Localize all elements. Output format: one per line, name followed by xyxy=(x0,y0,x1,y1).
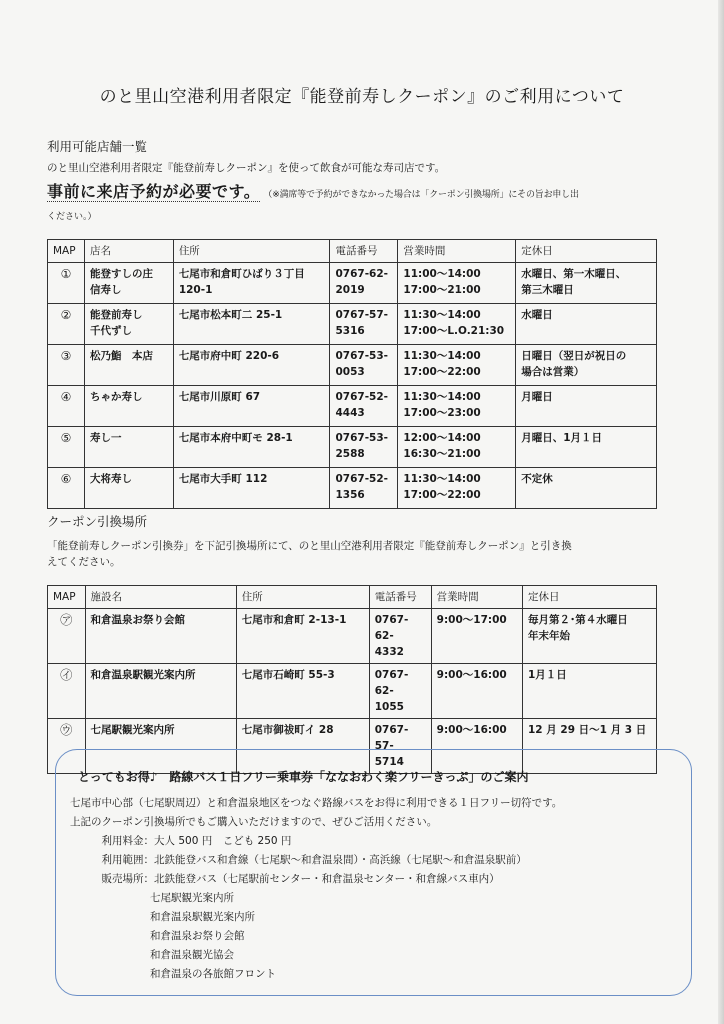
cell-name: ちゃか寿し xyxy=(84,386,173,427)
shop-row xyxy=(48,386,657,427)
cell-hours: 11:30～14:00 17:00～L.O.21:30 xyxy=(398,304,516,345)
places-intro: 「能登前寿しクーポン引換券」を下記引換場所にて、のと里山空港利用者限定『能登前寿しクーポン』と引き換 えてください。 xyxy=(47,540,572,568)
cell-name: 能登すしの庄 信寿し xyxy=(84,263,173,304)
range-value: 北鉄能登バス和倉線（七尾駅～和倉温泉間）・高浜線（七尾駅～和倉温泉駅前） xyxy=(154,854,527,866)
cell-phone: 0767-62- 1055 xyxy=(369,664,431,719)
cell-phone: 0767-62- 2019 xyxy=(330,263,398,304)
cell-map: ① xyxy=(48,263,85,304)
col-hours: 営業時間 xyxy=(398,240,516,263)
shop-row xyxy=(48,345,657,386)
col-map: MAP xyxy=(48,240,85,263)
page-edge xyxy=(718,0,724,1024)
cell-closed: 月曜日、1月１日 xyxy=(516,427,657,468)
col-closed: 定休日 xyxy=(522,586,656,609)
cell-name: 能登前寿し 千代ずし xyxy=(84,304,173,345)
sales-place: 和倉温泉観光協会 xyxy=(150,949,234,961)
col-hours: 営業時間 xyxy=(431,586,522,609)
cell-phone: 0767-52- 4443 xyxy=(330,386,398,427)
sales-place: 和倉温泉お祭り会館 xyxy=(150,930,245,942)
shop-row xyxy=(48,304,657,345)
cell-hours: 9:00～16:00 xyxy=(431,719,522,774)
place-row xyxy=(48,664,657,719)
cell-closed: 不定休 xyxy=(516,468,657,509)
col-phone: 電話番号 xyxy=(369,586,431,609)
cell-map: ㋒ xyxy=(48,719,86,774)
cell-closed: 水曜日、第一木曜日、 第三木曜日 xyxy=(516,263,657,304)
cell-hours: 9:00～16:00 xyxy=(431,664,522,719)
sales-place: 和倉温泉駅観光案内所 xyxy=(150,911,255,923)
cell-name: 大将寿し xyxy=(84,468,173,509)
bus-range-row xyxy=(70,851,680,870)
cell-name: 和倉温泉駅観光案内所 xyxy=(85,664,236,719)
bus-line-1: 七尾市中心部（七尾駅周辺）と和倉温泉地区をつなぐ路線バスをお得に利用できる１日フリー切符です。 xyxy=(70,797,563,809)
col-address: 住所 xyxy=(236,586,369,609)
shops-heading: 利用可能店舗一覧 xyxy=(47,139,148,154)
cell-closed: 12 月 29 日～1 月 3 日 xyxy=(522,719,656,774)
cell-hours: 11:30～14:00 17:00～22:00 xyxy=(398,345,516,386)
bus-ticket-body xyxy=(70,794,680,984)
cell-phone: 0767-53- 0053 xyxy=(330,345,398,386)
cell-address: 七尾市石崎町 55-3 xyxy=(236,664,369,719)
cell-address: 七尾市松本町二 25-1 xyxy=(173,304,330,345)
cell-address: 七尾市川原町 67 xyxy=(173,386,330,427)
reservation-note-cont: ください。） xyxy=(47,212,97,222)
cell-phone: 0767-57- 5714 xyxy=(369,719,431,774)
range-label: 利用範囲： xyxy=(101,854,154,866)
cell-address: 七尾市和倉町ひばり３丁目 120-1 xyxy=(173,263,330,304)
price-value: 大人 500 円 こども 250 円 xyxy=(154,835,292,847)
cell-map: ㋐ xyxy=(48,609,86,664)
places-heading: クーポン引換場所 xyxy=(47,514,148,529)
col-map: MAP xyxy=(48,586,86,609)
cell-closed: 水曜日 xyxy=(516,304,657,345)
cell-name: 松乃鮨 本店 xyxy=(84,345,173,386)
shop-row xyxy=(48,468,657,509)
sales-place: 七尾駅観光案内所 xyxy=(150,892,234,904)
shops-table xyxy=(47,239,657,509)
bus-line-2: 上記のクーポン引換場所でもご購入いただけますので、ぜひご活用ください。 xyxy=(70,816,438,828)
places-table-header xyxy=(48,586,657,609)
places-table xyxy=(47,585,657,774)
shop-row xyxy=(48,263,657,304)
col-name: 店名 xyxy=(84,240,173,263)
shops-table-header xyxy=(48,240,657,263)
cell-hours: 11:30～14:00 17:00～22:00 xyxy=(398,468,516,509)
sales-value: 北鉄能登バス（七尾駅前センター・和倉温泉センター・和倉線バス車内） xyxy=(154,873,500,885)
cell-name: 寿し一 xyxy=(84,427,173,468)
cell-map: ④ xyxy=(48,386,85,427)
cell-address: 七尾市御祓町イ 28 xyxy=(236,719,369,774)
cell-phone: 0767-57- 5316 xyxy=(330,304,398,345)
cell-map: ⑥ xyxy=(48,468,85,509)
cell-phone: 0767-62- 4332 xyxy=(369,609,431,664)
reservation-notice xyxy=(47,179,687,202)
price-label: 利用料金： xyxy=(101,835,154,847)
cell-hours: 11:30～14:00 17:00～23:00 xyxy=(398,386,516,427)
reservation-note: （※満席等で予約ができなかった場合は「クーポン引換場所」にその旨お申し出 xyxy=(263,190,579,200)
cell-name: 和倉温泉お祭り会館 xyxy=(85,609,236,664)
col-address: 住所 xyxy=(173,240,330,263)
cell-closed: 日曜日（翌日が祝日の 場合は営業） xyxy=(516,345,657,386)
page-title: のと里山空港利用者限定『能登前寿しクーポン』のご利用について xyxy=(99,87,625,107)
cell-address: 七尾市府中町 220-6 xyxy=(173,345,330,386)
bus-price-row xyxy=(70,832,680,851)
cell-phone: 0767-52- 1356 xyxy=(330,468,398,509)
cell-map: ③ xyxy=(48,345,85,386)
cell-map: ⑤ xyxy=(48,427,85,468)
sales-label: 販売場所： xyxy=(101,873,154,885)
cell-hours: 11:00～14:00 17:00～21:00 xyxy=(398,263,516,304)
cell-map: ② xyxy=(48,304,85,345)
bus-ticket-box xyxy=(55,749,692,996)
cell-address: 七尾市大手町 112 xyxy=(173,468,330,509)
col-facility: 施設名 xyxy=(85,586,236,609)
cell-closed: 1月１日 xyxy=(522,664,656,719)
col-closed: 定休日 xyxy=(516,240,657,263)
bus-sales-row xyxy=(70,870,680,889)
cell-address: 七尾市本府中町モ 28-1 xyxy=(173,427,330,468)
place-row xyxy=(48,609,657,664)
cell-address: 七尾市和倉町 2-13-1 xyxy=(236,609,369,664)
shops-intro: のと里山空港利用者限定『能登前寿しクーポン』を使って飲食が可能な寿司店です。 xyxy=(47,162,446,174)
col-phone: 電話番号 xyxy=(330,240,398,263)
cell-closed: 毎月第２･第４水曜日 年末年始 xyxy=(522,609,656,664)
cell-phone: 0767-53- 2588 xyxy=(330,427,398,468)
sales-place-list xyxy=(70,889,680,984)
sales-place: 和倉温泉の各旅館フロント xyxy=(150,968,276,980)
shop-row xyxy=(48,427,657,468)
bus-ticket-title: とってもお得♪ 路線バス１日フリー乗車券「ななおわく楽フリーきっぷ」のご案内 xyxy=(78,770,529,784)
cell-hours: 12:00～14:00 16:30～21:00 xyxy=(398,427,516,468)
cell-closed: 月曜日 xyxy=(516,386,657,427)
cell-hours: 9:00～17:00 xyxy=(431,609,522,664)
cell-map: ㋑ xyxy=(48,664,86,719)
cell-name: 七尾駅観光案内所 xyxy=(85,719,236,774)
reservation-required: 事前に来店予約が必要です。 xyxy=(47,182,261,201)
